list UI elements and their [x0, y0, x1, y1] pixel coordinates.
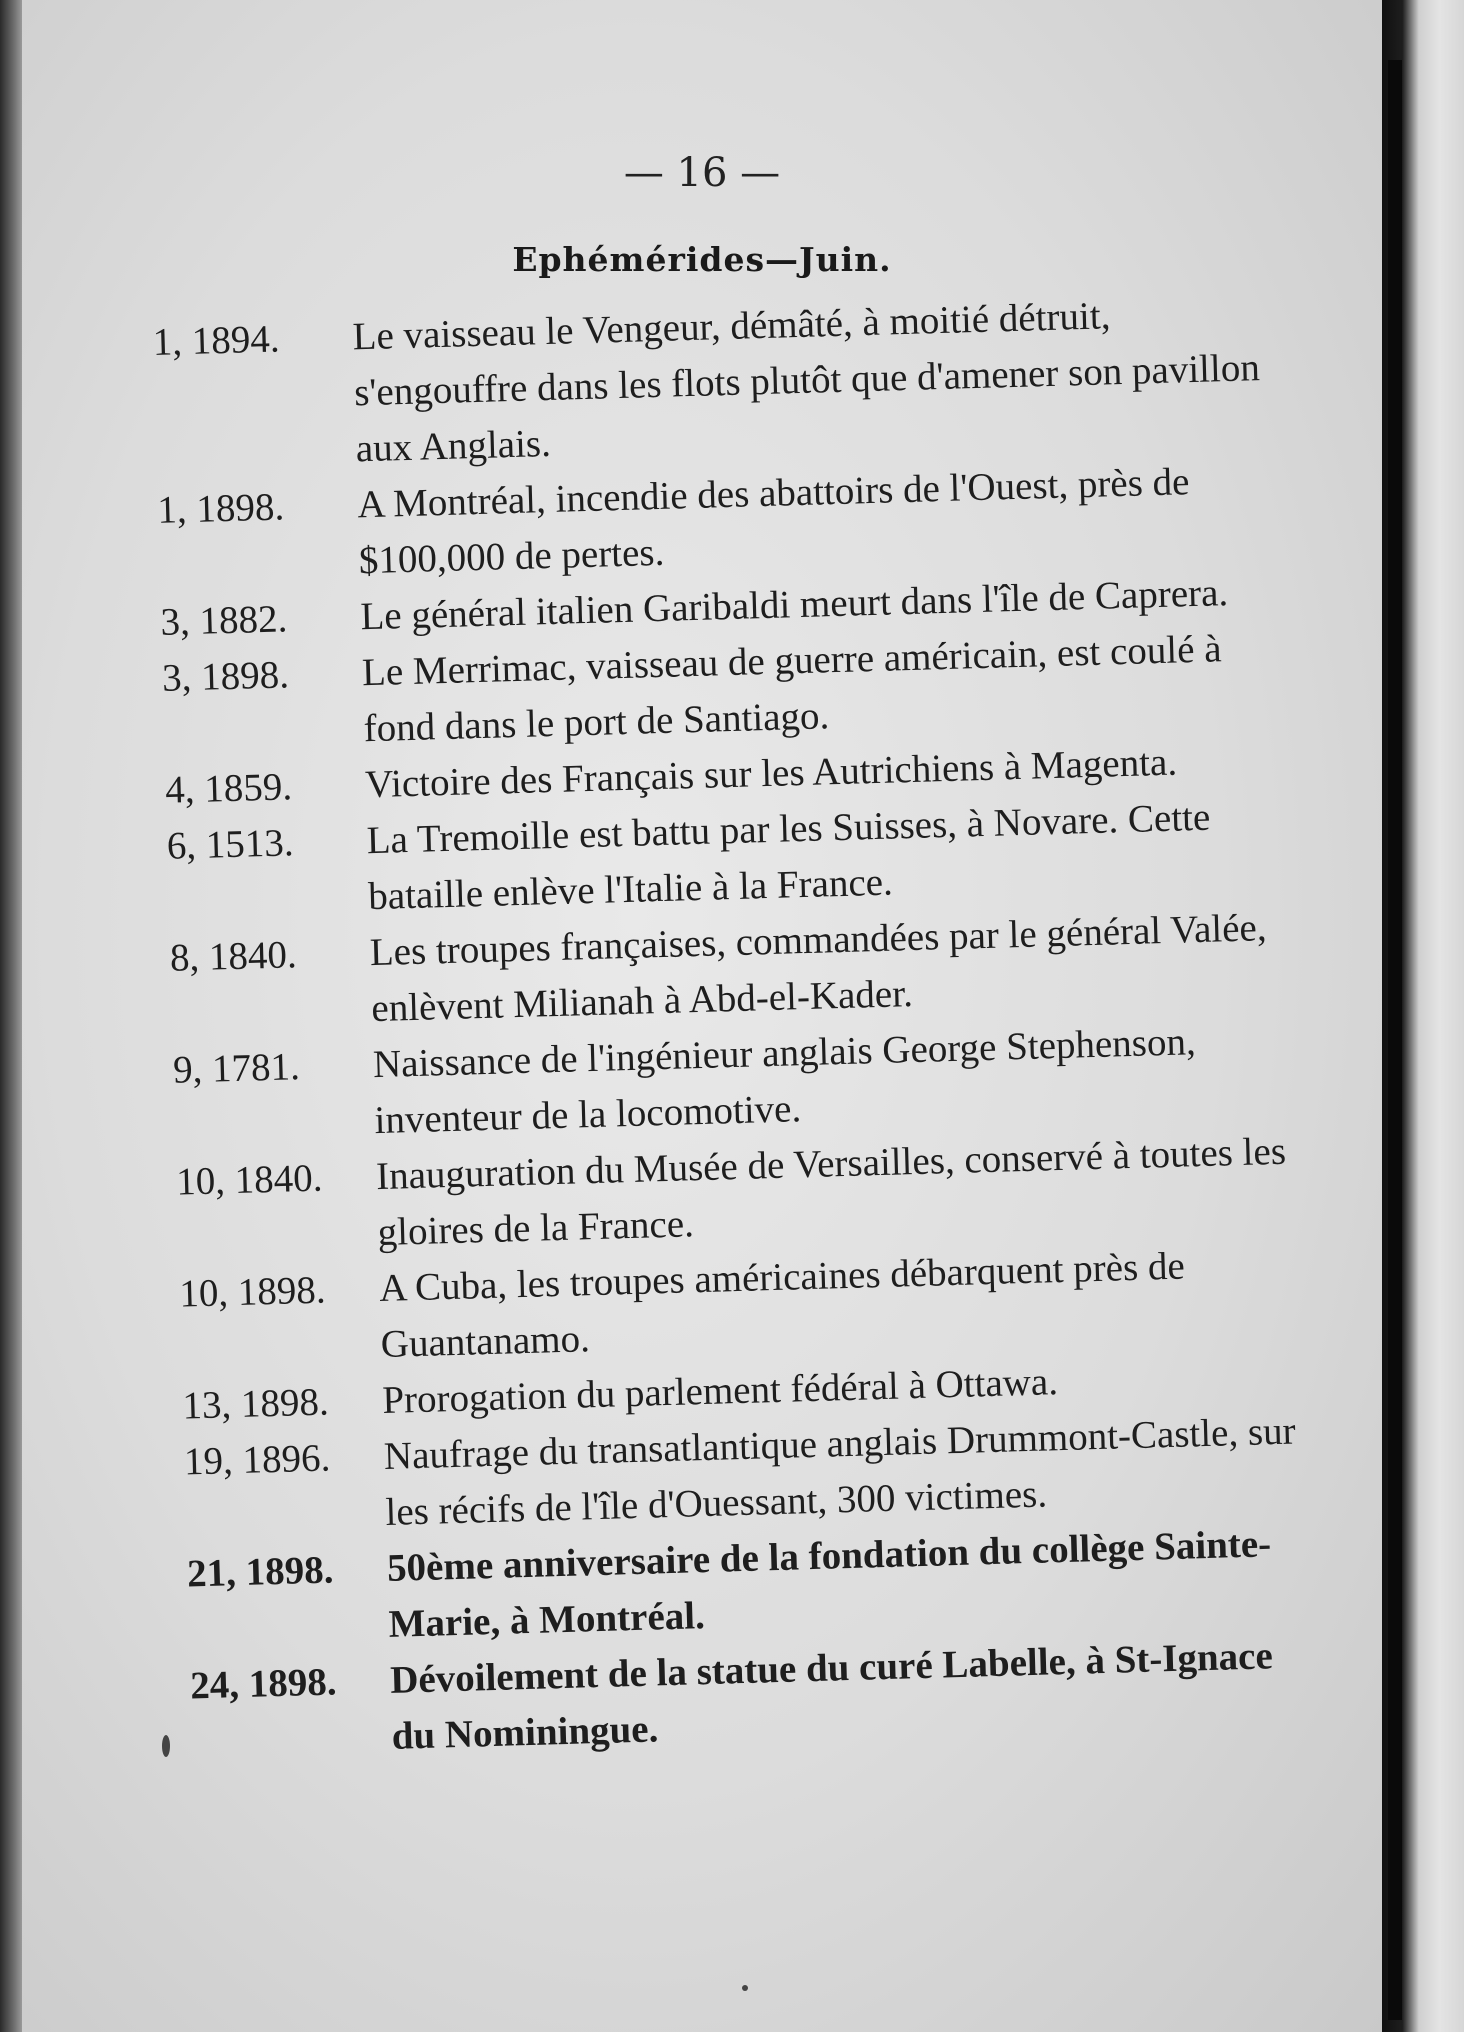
- entry-text: Prorogation du parlement fédéral à Ottawa.: [381, 1360, 1059, 1422]
- page-title: Ephémérides—Juin.: [512, 240, 892, 279]
- entry-date: 4, 1859.: [164, 765, 293, 812]
- entry-text: Le Merrimac, vaisseau de guerre américain, est coulé à fond dans le port de Santiago.: [361, 627, 1223, 751]
- entry-date: 3, 1882.: [159, 597, 288, 644]
- entry-date: 24, 1898.: [189, 1660, 338, 1708]
- entry-text: La Tremoille est battu par les Suisses, à Novare. Cette bataille enlève l'Italie à la France.: [366, 795, 1211, 919]
- entry-text: Le vaisseau le Vengeur, démâté, à moitié détruit, s'engouffre dans les flots plutôt que d'amener son pavillon aux Anglais.: [352, 294, 1261, 471]
- entry-date: 9, 1781.: [172, 1045, 301, 1092]
- entry-text: Naufrage du transatlantique anglais Drummont-Castle, sur les récifs de l'île d'Ouessant, 300 victimes.: [383, 1409, 1297, 1534]
- binding-thread: [1388, 60, 1402, 2020]
- entry-text: Dévoilement de la statue du curé Labelle, à St-Ignace du Nominingue.: [389, 1634, 1274, 1758]
- entry-date: 10, 1840.: [175, 1156, 324, 1204]
- entry-date: 21, 1898.: [186, 1548, 334, 1596]
- entry-date: 6, 1513.: [166, 821, 295, 868]
- entry-date: 19, 1896.: [183, 1436, 331, 1484]
- ink-speck: [742, 1985, 748, 1991]
- entry-date: 3, 1898.: [161, 653, 290, 700]
- entry-date: 13, 1898.: [181, 1380, 330, 1428]
- ink-speck: [162, 1735, 170, 1757]
- entry-text: Les troupes françaises, commandées par le général Valée, enlèvent Milianah à Abd-el-Kader.: [369, 906, 1268, 1031]
- entry-text: A Cuba, les troupes américaines débarquent près de Guantanamo.: [378, 1244, 1186, 1367]
- entry-text: Naissance de l'ingénieur anglais George Stephenson, inventeur de la locomotive.: [372, 1020, 1197, 1143]
- entry-text: Inauguration du Musée de Versailles, conservé à toutes les gloires de la France.: [375, 1129, 1287, 1255]
- list-item: [152, 284, 1276, 483]
- entry-date: 1, 1898.: [156, 485, 285, 532]
- book-page: [22, 0, 1382, 2032]
- entry-date: 1, 1894.: [152, 317, 281, 364]
- left-page-edge: [0, 0, 22, 2032]
- entry-text: A Montréal, incendie des abattoirs de l'Ouest, près de $100,000 de pertes.: [356, 460, 1190, 583]
- entry-text: Le général italien Garibaldi meurt dans l'île de Caprera.: [359, 571, 1229, 639]
- ephemerides-list: [152, 284, 1312, 1771]
- entry-text: 50ème anniversaire de la fondation du collège Sainte-Marie, à Montréal.: [386, 1522, 1272, 1646]
- page-number: — 16 —: [623, 150, 781, 196]
- entry-date: 8, 1840.: [169, 933, 298, 980]
- entry-text: Victoire des Français sur les Autrichiens à Magenta.: [364, 740, 1178, 807]
- entry-date: 10, 1898.: [178, 1268, 327, 1316]
